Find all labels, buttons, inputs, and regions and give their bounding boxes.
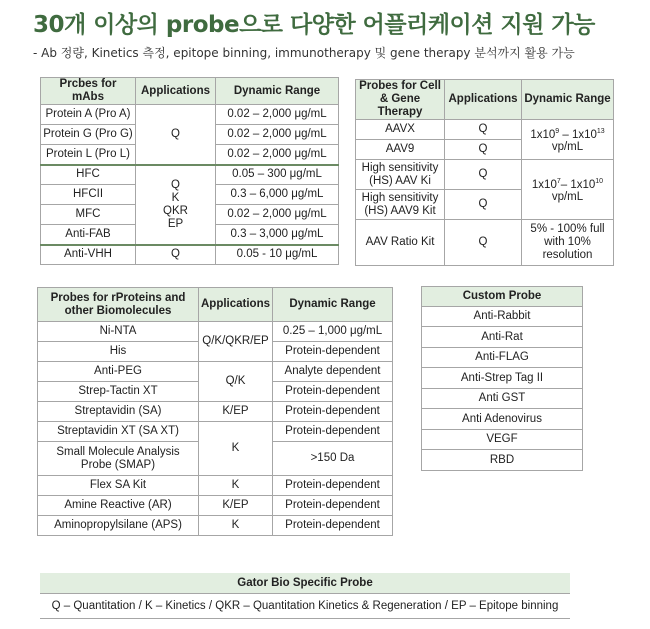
mabs-app-line: EP	[167, 217, 184, 230]
rprot-range: 0.25 – 1,000 μg/mL	[273, 322, 393, 342]
mabs-range: 0.05 - 10 μg/mL	[216, 245, 339, 265]
mabs-app-cell: Q	[136, 105, 216, 165]
custom-probe-item: RBD	[422, 450, 583, 471]
rprot-header-probe: Probes for rProteins and other Biomolecules	[38, 288, 199, 322]
rprot-probe: Streptavidin (SA)	[38, 402, 199, 422]
gene-range-cell: $1x10^7-$ $1x10^{10}$ vp/mL	[522, 160, 614, 220]
mabs-app-line: Q	[171, 178, 180, 191]
mabs-range: 0.02 – 2,000 μg/mL	[216, 125, 339, 145]
rprot-app: K	[199, 422, 273, 476]
mabs-range: 0.02 – 2,000 μg/mL	[216, 105, 339, 125]
rprot-probe: Anti-PEG	[38, 362, 199, 382]
rprot-app: K	[199, 476, 273, 496]
gene-header-probe: Probes for Cell & Gene Therapy	[356, 80, 445, 120]
gene-range-cell: $1x10^9 - 1x10^{13}$ vp/mL	[522, 120, 614, 160]
rprot-probe: Small Molecule Analysis Probe (SMAP)	[38, 442, 199, 476]
rprot-app: K/EP	[199, 402, 273, 422]
gene-header-applications: Applications	[445, 80, 522, 120]
rprot-app: Q/K/QKR/EP	[199, 322, 273, 362]
gene-probe: AAV9	[356, 140, 445, 160]
mabs-range: 0.3 – 6,000 μg/mL	[216, 185, 339, 205]
custom-probe-item: Anti Adenovirus	[422, 409, 583, 430]
legend-header: Gator Bio Specific Probe	[40, 573, 570, 594]
rprot-range: Protein-dependent	[273, 342, 393, 362]
mabs-range: 0.02 – 2,000 μg/mL	[216, 145, 339, 165]
rprot-range: Protein-dependent	[273, 496, 393, 516]
custom-probe-item: VEGF	[422, 430, 583, 450]
rprot-app: Q/K	[199, 362, 273, 402]
gene-header-range: Dynamic Range	[522, 80, 614, 120]
gene-range-cell: 5% - 100% full with 10% resolution	[522, 220, 614, 266]
custom-probe-item: Anti-Strep Tag II	[422, 368, 583, 389]
mabs-header-probe: Prcbes for mAbs	[41, 78, 136, 105]
mabs-table	[40, 77, 339, 265]
gene-app: Q	[445, 220, 522, 266]
rprot-range: Analyte dependent	[273, 362, 393, 382]
custom-probe-item: Anti GST	[422, 389, 583, 409]
mabs-app-cell: Q	[136, 245, 216, 265]
page-title: 30개 이상의 probe으로 다양한 어플리케이션 지원 가능	[33, 12, 595, 38]
legend-box	[40, 573, 570, 619]
mabs-probe: Protein A (Pro A)	[41, 105, 136, 125]
mabs-probe: HFC	[41, 165, 136, 185]
gene-app: Q	[445, 140, 522, 160]
mabs-app-line: K	[171, 191, 180, 204]
mabs-probe: Protein L (Pro L)	[41, 145, 136, 165]
mabs-header-range: Dynamic Range	[216, 78, 339, 105]
mabs-header-applications: Applications	[136, 78, 216, 105]
page-subtitle: - Ab 정량, Kinetics 측정, epitope binning, immunotherapy 및 gene therapy 분석까지 활용 가능	[33, 46, 575, 60]
rprot-probe: Strep-Tactin XT	[38, 382, 199, 402]
gene-probe: AAVX	[356, 120, 445, 140]
custom-probe-item: Anti-FLAG	[422, 348, 583, 368]
mabs-range: 0.3 – 3,000 μg/mL	[216, 225, 339, 245]
rprot-header-applications: Applications	[199, 288, 273, 322]
rprot-probe: Amine Reactive (AR)	[38, 496, 199, 516]
rprot-range: Protein-dependent	[273, 516, 393, 536]
gene-app: Q	[445, 190, 522, 220]
mabs-range: 0.02 – 2,000 μg/mL	[216, 205, 339, 225]
custom-probe-item: Anti-Rat	[422, 327, 583, 348]
rprot-range: Protein-dependent	[273, 476, 393, 496]
custom-header: Custom Probe	[422, 287, 583, 307]
custom-probe-item: Anti-Rabbit	[422, 307, 583, 327]
mabs-probe: MFC	[41, 205, 136, 225]
custom-probe-table	[421, 286, 583, 471]
rprot-probe: Streptavidin XT (SA XT)	[38, 422, 199, 442]
mabs-app-line: QKR	[163, 204, 188, 217]
mabs-probe: Protein G (Pro G)	[41, 125, 136, 145]
mabs-range: 0.05 – 300 μg/mL	[216, 165, 339, 185]
gene-therapy-table	[355, 79, 614, 266]
gene-app: Q	[445, 160, 522, 190]
mabs-probe: HFCII	[41, 185, 136, 205]
gene-probe: High sensitivity (HS) AAV Ki	[356, 160, 445, 190]
rprot-range: Protein-dependent	[273, 402, 393, 422]
rprot-app: K/EP	[199, 496, 273, 516]
rproteins-table	[37, 287, 393, 536]
rprot-probe: Ni-NTA	[38, 322, 199, 342]
legend-text: Q – Quantitation / K – Kinetics / QKR – Quantitation Kinetics & Regeneration / EP – Epitope binning	[40, 594, 570, 619]
gene-probe: AAV Ratio Kit	[356, 220, 445, 266]
mabs-probe: Anti-FAB	[41, 225, 136, 245]
rprot-probe: Aminopropylsilane (APS)	[38, 516, 199, 536]
rprot-app: K	[199, 516, 273, 536]
gene-app: Q	[445, 120, 522, 140]
rprot-range: Protein-dependent	[273, 382, 393, 402]
mabs-probe: Anti-VHH	[41, 245, 136, 265]
mabs-app-cell	[136, 165, 216, 245]
rprot-header-range: Dynamic Range	[273, 288, 393, 322]
rprot-probe: Flex SA Kit	[38, 476, 199, 496]
rprot-probe: His	[38, 342, 199, 362]
rprot-range: Protein-dependent	[273, 422, 393, 442]
rprot-range: >150 Da	[273, 442, 393, 476]
gene-probe: High sensitivity (HS) AAV9 Kit	[356, 190, 445, 220]
